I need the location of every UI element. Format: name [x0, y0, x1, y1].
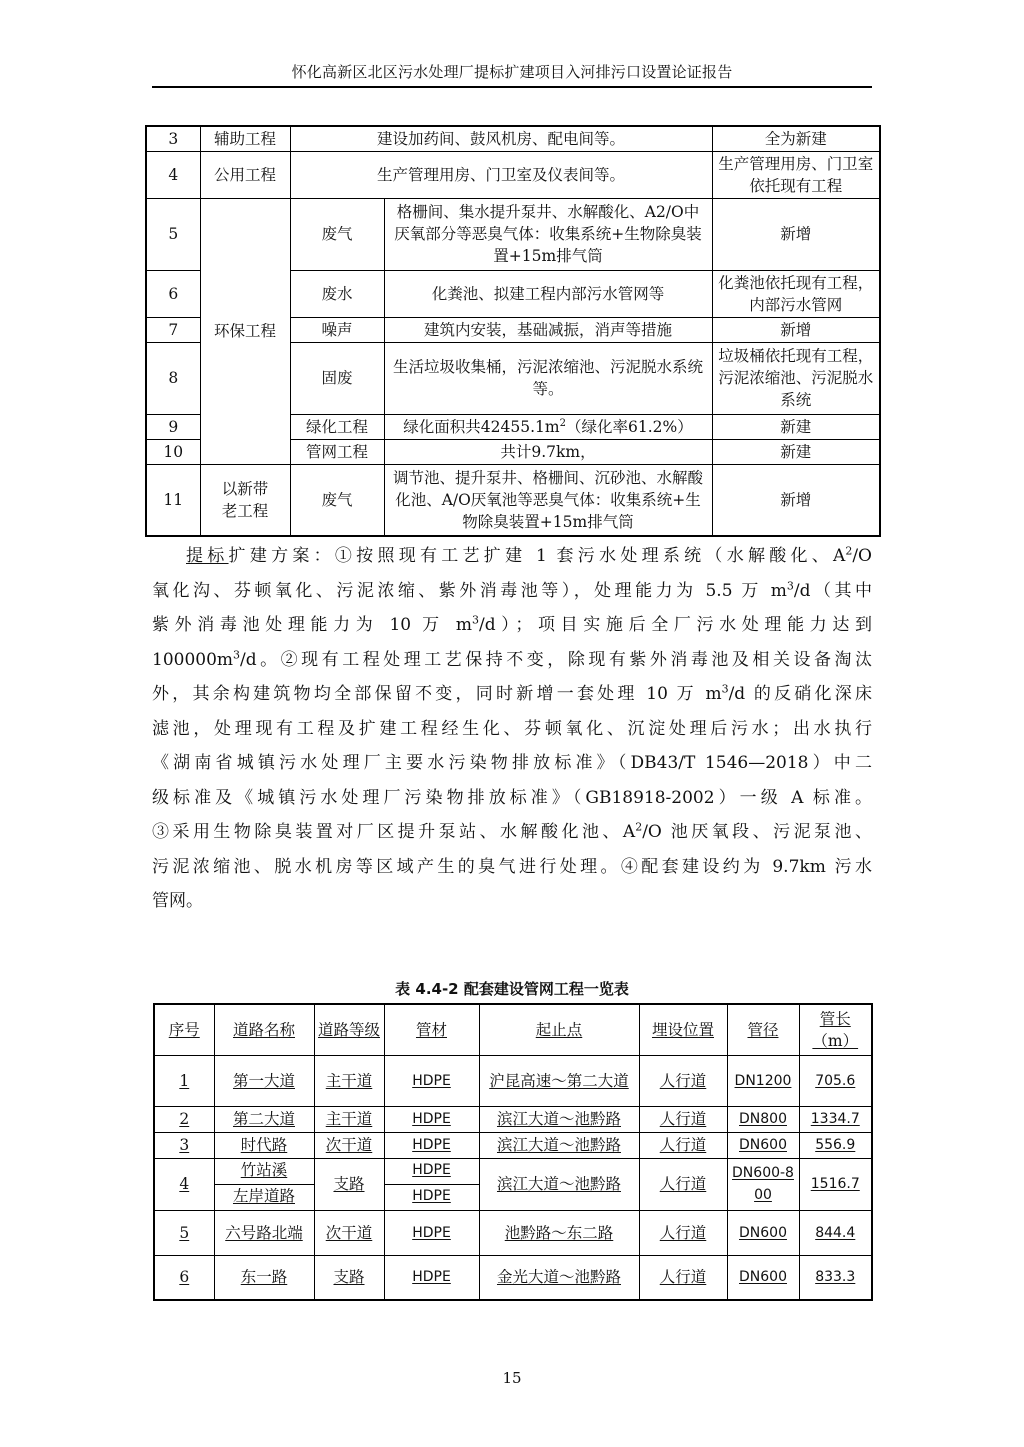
para-line: 级标准及《城镇污水处理厂污染物排放标准》（GB18918-2002）一级 A 标准。: [152, 787, 872, 808]
cell-material: HDPE: [412, 1161, 451, 1178]
header-no: [154, 1004, 214, 1055]
header-label: 管径: [747, 1020, 779, 1039]
cell-no: 6: [179, 1268, 190, 1287]
cell-range: 滨江大道～池黔路: [496, 1110, 621, 1128]
table-row: [154, 1132, 872, 1158]
page-number: 15: [502, 1369, 522, 1387]
cell-diameter: DN600: [739, 1224, 787, 1241]
cell-material: HDPE: [412, 1224, 451, 1241]
para-lead: 提标: [186, 546, 229, 566]
row-content: 格栅间、集水提升泵井、水解酸化、A2/O中厌氧部分等恶臭气体：收集系统+生物除臭装置+15m排气筒: [384, 198, 712, 270]
para-sup: 3: [233, 647, 241, 661]
row-no: 8: [146, 342, 200, 414]
para-text: /O 池厌氧段、污泥泵池、: [642, 822, 872, 842]
table-row: [154, 1158, 872, 1210]
cell-material-top: [385, 1159, 479, 1185]
cell-material: HDPE: [412, 1111, 451, 1127]
row-content: [384, 414, 712, 439]
header-diameter: [727, 1004, 799, 1055]
row-sub: 废气: [290, 464, 384, 536]
row-no: 9: [146, 414, 200, 439]
para-text: /d。②现有工程处理工艺保持不变，除现有紫外消毒池及相关设备淘汰: [240, 649, 872, 670]
row-sub: 固废: [290, 342, 384, 414]
cell-length: 1516.7: [810, 1176, 860, 1192]
project-composition-table: [145, 125, 881, 537]
header-material: [384, 1004, 479, 1055]
para-line: 滤池，处理现有工程及扩建工程经生化、芬顿氧化、沉淀处理后污水；出水执行: [152, 718, 872, 739]
table-header-row: [154, 1004, 872, 1055]
cell-grade: 主干道: [325, 1110, 373, 1128]
page-header: 怀化高新区北区污水处理厂提标扩建项目入河排污口设置论证报告: [291, 63, 733, 81]
cell-length: 705.6: [815, 1072, 856, 1089]
para-text: /d（其中: [793, 580, 872, 601]
row-content: 生产管理用房、门卫室及仪表间等。: [290, 151, 712, 198]
row-remark: 新建: [712, 414, 880, 439]
row-content: 生活垃圾收集桶，污泥浓缩池、污泥脱水系统等。: [384, 342, 712, 414]
para-line: [152, 677, 872, 712]
upgrade-plan-paragraph: [152, 539, 872, 919]
row-sub: 噪声: [290, 317, 384, 342]
para-line: 管网。: [152, 891, 203, 911]
row-content: 调节池、提升泵井、格栅间、沉砂池、水解酸化池、A/O厌氧池等恶臭气体：收集系统+生物除臭装置+15m排气筒: [384, 464, 712, 536]
cell-no: 4: [179, 1175, 190, 1193]
header-label: 管材: [415, 1020, 447, 1039]
header-position: [639, 1004, 727, 1055]
table-row: [146, 464, 880, 536]
row-sub: 绿化工程: [290, 414, 384, 439]
table-caption: 表 4.4-2 配套建设管网工程一览表: [395, 980, 629, 998]
content-sup: 2: [559, 417, 566, 429]
para-text: ③采用生物除臭装置对厂区提升泵站、水解酸化池、A: [152, 822, 636, 842]
para-sup: 2: [845, 544, 853, 558]
row-remark: 新建: [712, 439, 880, 464]
row-remark: 新增: [712, 317, 880, 342]
header-rule: [152, 86, 872, 88]
para-line: 《湖南省城镇污水处理厂主要水污染物排放标准》（DB43/T 1546—2018）中二: [152, 753, 872, 773]
cell-length: 556.9: [815, 1137, 856, 1153]
row-category: 公用工程: [200, 151, 290, 198]
cell-range: 池黔路～东二路: [504, 1223, 614, 1242]
para-sup: 3: [471, 613, 479, 627]
cell-diameter: DN1200: [734, 1072, 792, 1089]
cell-range: 滨江大道～池黔路: [496, 1175, 621, 1193]
header-length: [799, 1004, 872, 1055]
header-grade: [314, 1004, 384, 1055]
cell-grade: 支路: [333, 1175, 365, 1193]
row-no: 7: [146, 317, 200, 342]
row-no: 6: [146, 270, 200, 317]
header-range: [479, 1004, 639, 1055]
cell-position: 人行道: [659, 1175, 707, 1193]
row-remark: 新增: [712, 198, 880, 270]
para-sup: 3: [786, 578, 794, 592]
cell-road-top: [215, 1159, 314, 1185]
header-label: 序号: [168, 1020, 200, 1039]
content-part: 绿化面积共42455.1m: [403, 417, 560, 436]
row-sub: 废气: [290, 198, 384, 270]
para-text: 100000m: [152, 649, 234, 670]
cell-grade: 主干道: [325, 1071, 373, 1090]
cell-material: HDPE: [412, 1072, 451, 1089]
para-line: [152, 643, 872, 678]
para-text: /d）；项目实施后全厂污水处理能力达到: [478, 615, 873, 635]
table-row: [146, 198, 880, 270]
cell-range: 滨江大道～池黔路: [496, 1136, 621, 1154]
cell-road-bottom: [215, 1185, 314, 1210]
para-line: 污泥浓缩池、脱水机房等区域产生的臭气进行处理。④配套建设约为 9.7km 污水: [152, 856, 872, 877]
table-row: [146, 151, 880, 198]
cell-grade: 次干道: [325, 1223, 373, 1242]
table-row: [154, 1106, 872, 1132]
cell-length: 1334.7: [810, 1111, 860, 1127]
row-category: 环保工程: [200, 198, 290, 464]
para-line: [152, 815, 872, 850]
row-sub: 管网工程: [290, 439, 384, 464]
cell-road: 东一路: [240, 1268, 288, 1287]
row-remark: 全为新建: [712, 126, 880, 151]
para-line: [152, 608, 872, 643]
pipe-network-table: [153, 1003, 873, 1301]
cell-diameter: DN600: [739, 1269, 787, 1286]
cell-road: 六号路北端: [225, 1223, 303, 1242]
cell-length: 844.4: [815, 1224, 856, 1241]
cell-road: 第一大道: [232, 1071, 295, 1090]
para-text: /O: [852, 546, 872, 566]
para-text: 扩建方案：①按照现有工艺扩建 1 套污水处理系统（水解酸化、A: [228, 546, 846, 566]
cell-road: 时代路: [240, 1136, 288, 1154]
content-part: （绿化率61.2%）: [565, 417, 693, 436]
row-remark: 生产管理用房、门卫室依托现有工程: [712, 151, 880, 198]
cell-diameter: DN600: [739, 1137, 787, 1153]
table-row: [154, 1255, 872, 1300]
table-row: [154, 1210, 872, 1255]
row-category: 辅助工程: [200, 126, 290, 151]
para-text: 外，其余构建筑物均全部保留不变，同时新增一套处理 10 万 m: [152, 684, 722, 704]
row-content: 化粪池、拟建工程内部污水管网等: [384, 270, 712, 317]
row-content: 建设加药间、鼓风机房、配电间等。: [290, 126, 712, 151]
cell-position: 人行道: [659, 1136, 707, 1154]
cell-range: 沪昆高速～第二大道: [489, 1071, 629, 1090]
row-remark: 新增: [712, 464, 880, 536]
table-row: [154, 1055, 872, 1106]
cell-road: 左岸道路: [232, 1186, 295, 1205]
header-road: [214, 1004, 314, 1055]
cell-grade: 支路: [333, 1268, 365, 1287]
row-sub: 废水: [290, 270, 384, 317]
row-category: 以新带老工程: [200, 464, 290, 536]
cell-no: 1: [179, 1071, 190, 1090]
cell-grade: 次干道: [325, 1136, 373, 1154]
cell-diameter: DN800: [739, 1111, 787, 1127]
cell-material-bottom: [385, 1185, 479, 1210]
header-label: 起止点: [535, 1020, 583, 1039]
cell-range: 金光大道～池黔路: [496, 1268, 621, 1287]
cell-position: 人行道: [659, 1223, 707, 1242]
cell-material: HDPE: [412, 1187, 451, 1204]
header-label: 埋设位置: [651, 1020, 714, 1039]
table-row: [146, 126, 880, 151]
cell-position: 人行道: [659, 1110, 707, 1128]
row-no: 10: [146, 439, 200, 464]
row-no: 11: [146, 464, 200, 536]
cell-diameter: DN600-800: [732, 1165, 794, 1203]
para-text: /d 的反硝化深床: [728, 684, 873, 704]
cell-road: 第二大道: [232, 1110, 295, 1128]
cell-material: HDPE: [412, 1137, 451, 1153]
cell-length: 833.3: [815, 1269, 856, 1286]
row-content: 建筑内安装，基础减振，消声等措施: [384, 317, 712, 342]
para-sup: 2: [635, 820, 643, 834]
header-label: 道路等级: [317, 1020, 380, 1039]
para-line: [152, 574, 872, 609]
row-content: 共计9.7km，: [384, 439, 712, 464]
para-text: 氧化沟、芬顿氧化、污泥浓缩、紫外消毒池等），处理能力为 5.5 万 m: [152, 580, 787, 601]
para-sup: 3: [721, 682, 729, 696]
para-text: 紫外消毒池处理能力为 10 万 m: [152, 615, 472, 635]
header-label: 道路名称: [232, 1020, 295, 1039]
para-line: [152, 539, 872, 574]
row-remark: 垃圾桶依托现有工程，污泥浓缩池、污泥脱水系统: [712, 342, 880, 414]
cell-position: 人行道: [659, 1071, 707, 1090]
cell-no: 5: [179, 1223, 190, 1242]
cell-material: HDPE: [412, 1269, 451, 1286]
cell-road: 竹站溪: [240, 1160, 288, 1179]
row-no: 3: [146, 126, 200, 151]
row-remark: 化粪池依托现有工程，内部污水管网: [712, 270, 880, 317]
cell-position: 人行道: [659, 1268, 707, 1287]
cell-no: 3: [179, 1136, 190, 1154]
row-no: 5: [146, 198, 200, 270]
cell-no: 2: [179, 1110, 190, 1128]
row-no: 4: [146, 151, 200, 198]
header-label: 管长（m）: [812, 1009, 859, 1050]
